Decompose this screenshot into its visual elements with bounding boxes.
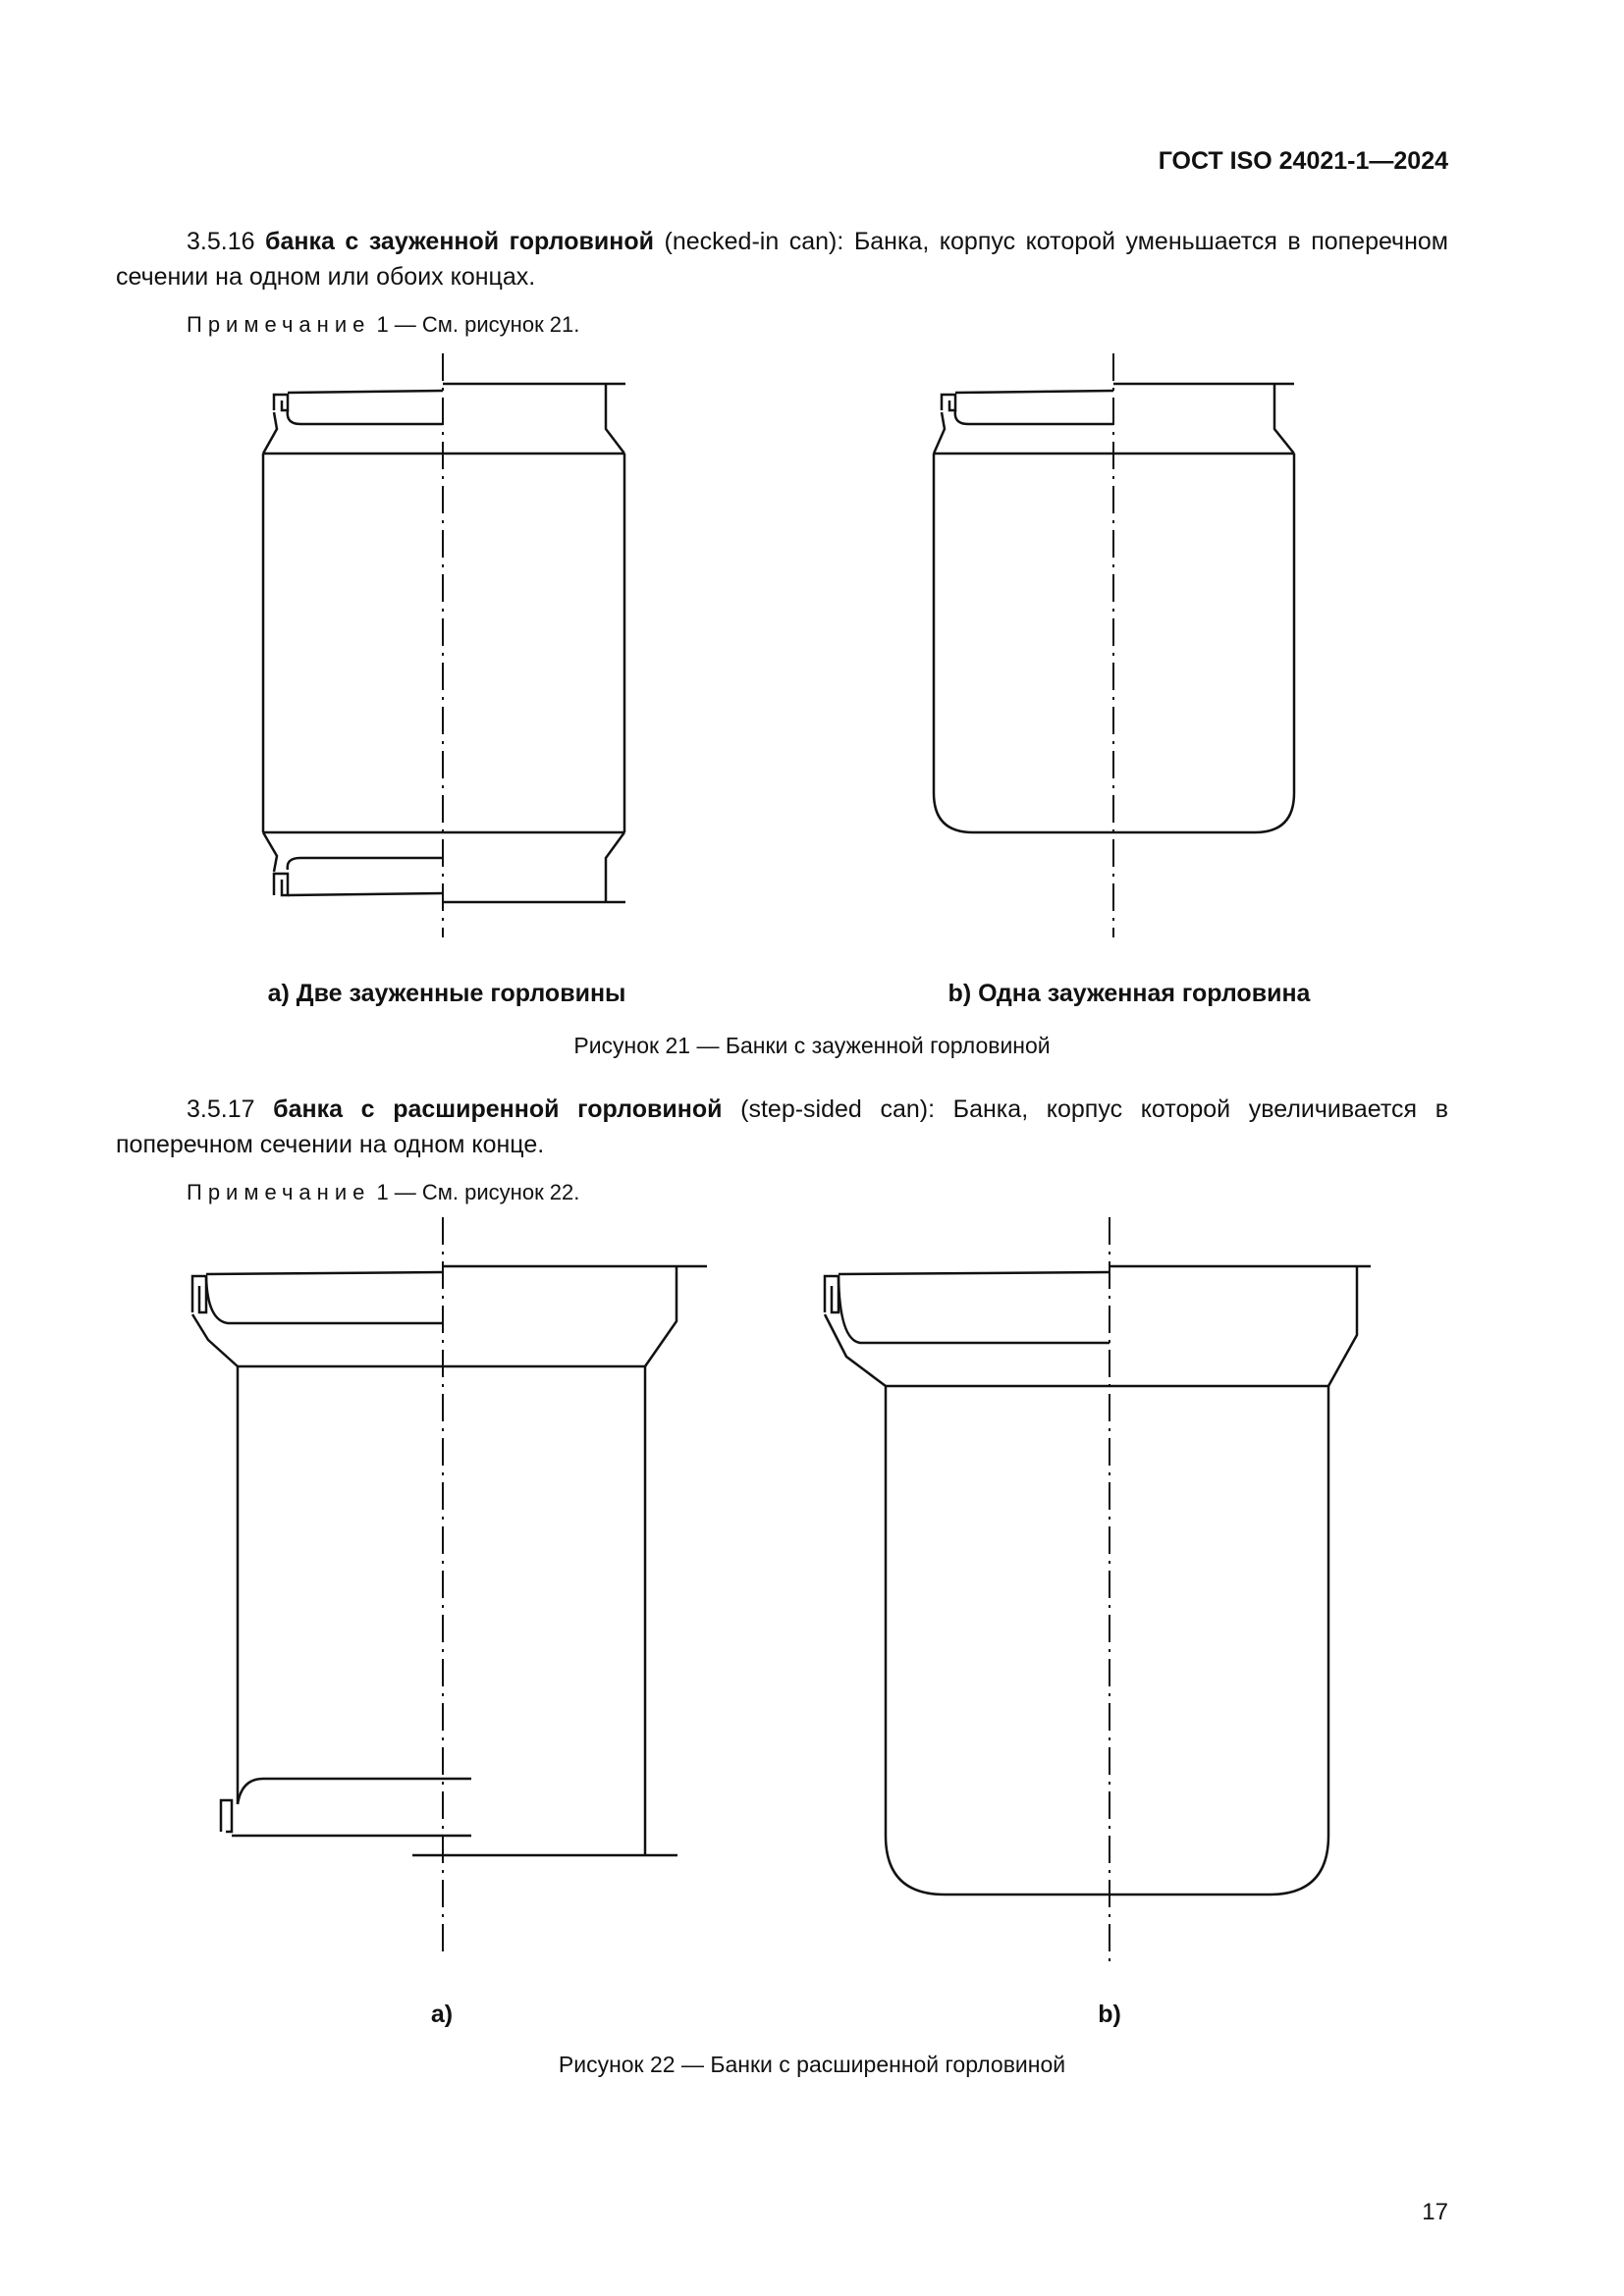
term-title: банка с зауженной горловиной <box>265 228 654 255</box>
figure-21-label-a: a) Две зауженные горловины <box>267 980 626 1007</box>
document-header: ГОСТ ISO 24021-1—2024 <box>1158 147 1448 175</box>
step-sided-can-a <box>192 1217 707 1953</box>
term-english: (necked-in can) <box>664 228 838 255</box>
note-label: Примечание <box>187 312 371 337</box>
term-number: 3.5.17 <box>187 1095 255 1123</box>
figure-22-caption: Рисунок 22 — Банки с расширенной горловиной <box>558 2052 1066 2077</box>
term-number: 3.5.16 <box>187 228 255 255</box>
note-text: 1 — См. рисунок 22. <box>370 1180 580 1204</box>
figure-22-drawing <box>0 1207 1624 1993</box>
step-sided-can-b <box>825 1217 1371 1968</box>
term-definition: : Банка, корпус которой уменьшается в поперечном сечении на одном или обоих концах. <box>116 228 1448 291</box>
page-number: 17 <box>1422 2199 1448 2225</box>
term-definition: : Банка, корпус которой увеличивается в поперечном сечении на одном конце. <box>116 1095 1448 1158</box>
necked-in-can-two-ends <box>263 353 625 937</box>
term-english: (step-sided can) <box>740 1095 929 1123</box>
term-definition-3-5-16 <box>116 224 1448 294</box>
note-text: 1 — См. рисунок 21. <box>370 312 580 337</box>
note-3-5-17 <box>187 1180 579 1205</box>
necked-in-can-one-end <box>934 353 1294 937</box>
note-3-5-16 <box>187 312 579 338</box>
figure-21-drawing <box>0 344 1624 952</box>
figure-22-label-a: a) <box>430 2001 454 2028</box>
note-label: Примечание <box>187 1180 371 1204</box>
figure-21-label-b: b) Одна зауженная горловина <box>947 980 1311 1007</box>
term-definition-3-5-17 <box>116 1092 1448 1162</box>
figure-21-caption: Рисунок 21 — Банки с зауженной горловиной <box>573 1033 1051 1058</box>
figure-22-label-b: b) <box>1098 2001 1121 2028</box>
term-title: банка с расширенной горловиной <box>273 1095 723 1123</box>
